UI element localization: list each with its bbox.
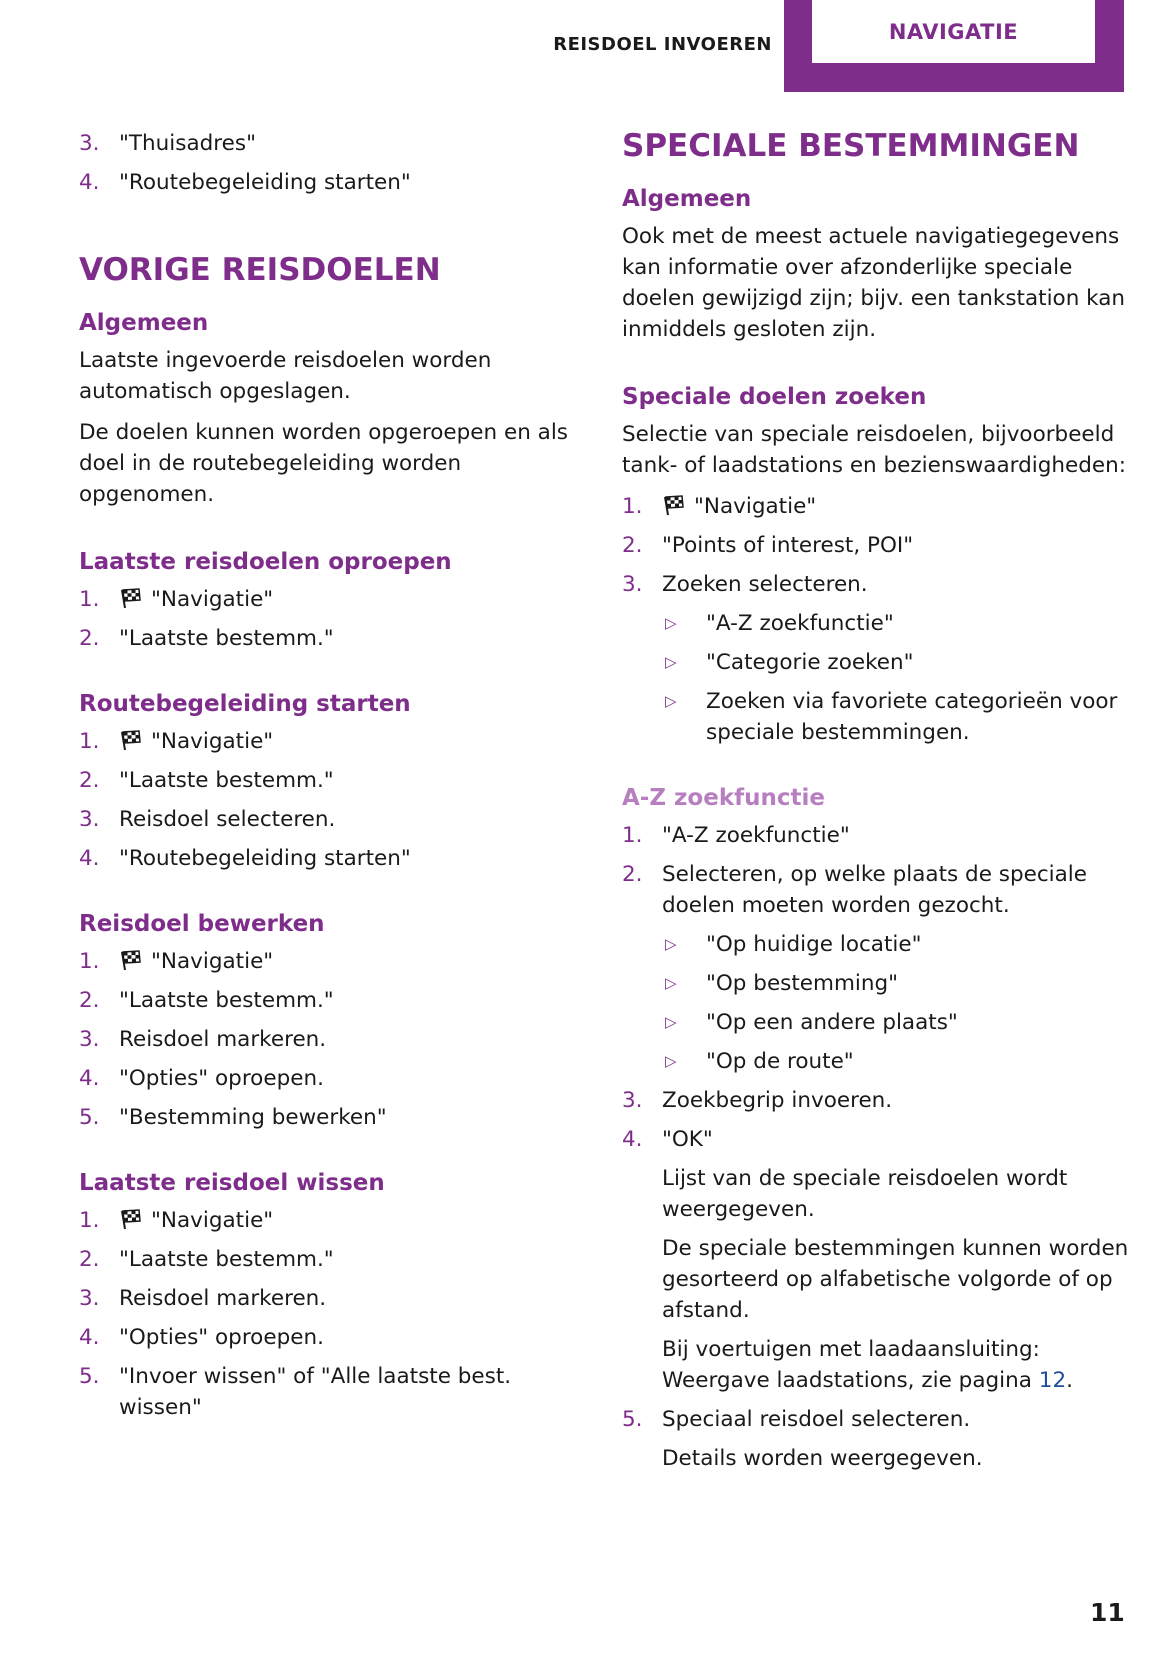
list-item: 3. Reisdoel selecteren.	[79, 806, 336, 832]
triangle-bullet-icon: ▷	[665, 1012, 677, 1031]
list-item: 3. Reisdoel markeren.	[79, 1026, 327, 1052]
steps-delete	[79, 1205, 589, 1423]
list-item: 2. Selecteren, op welke plaats de speciale doelen moeten worden gezocht. ▷ "Op huidige locatie" ▷ "Op bestemming" ▷ "Op een andere plaats" ▷ "Op de route"	[622, 859, 1132, 1077]
subheading-call-destinations: Laatste reisdoelen oproepen	[79, 549, 452, 576]
subheading-az-search: A-Z zoekfunctie	[622, 784, 825, 811]
list-item: 5. Speciaal reisdoel selecteren. Details worden weergegeven.	[622, 1404, 1132, 1474]
list-item: 3. "Thuisadres"	[79, 131, 256, 156]
list-item: 1. "Navigatie"	[79, 728, 274, 754]
list-item: 1. "Navigatie"	[79, 586, 274, 612]
page-reference-link[interactable]: 12	[1038, 1367, 1067, 1393]
list-item: 5. "Invoer wissen" of "Alle laatste best. wissen"	[79, 1363, 512, 1420]
triangle-bullet-icon: ▷	[665, 1051, 677, 1070]
sub-option: ▷ "Op huidige locatie"	[662, 929, 1132, 960]
subheading-edit-destination: Reisdoel bewerken	[79, 910, 325, 937]
list-item: 3. Zoeken selecteren. ▷ "A-Z zoekfunctie" ▷ "Categorie zoeken" ▷ Zoeken via favoriete categorieën voor speciale bestemmingen.	[622, 569, 1132, 748]
sub-option: ▷ "Op een andere plaats"	[662, 1007, 1132, 1038]
steps-search	[622, 491, 1132, 748]
list-item: 2. "Laatste bestemm."	[79, 767, 334, 793]
running-header: REISDOEL INVOEREN	[553, 34, 772, 55]
paragraph: Ook met de meest actuele navigatiegegevens kan informatie over afzonderlijke speciale doelen gewijzigd zijn; bijv. een tankstation kan inmiddels gesloten zijn.	[622, 224, 1126, 343]
list-item: 1. "Navigatie"	[622, 493, 817, 519]
triangle-bullet-icon: ▷	[665, 973, 677, 992]
chapter-tab: NAVIGATIE	[812, 0, 1095, 63]
subheading-start-route: Routebegeleiding starten	[79, 690, 411, 717]
sub-option: ▷ "A-Z zoekfunctie"	[662, 608, 1132, 639]
navigation-flag-icon	[119, 949, 143, 971]
right-column	[622, 128, 1132, 1482]
subheading-general: Algemeen	[622, 186, 752, 213]
triangle-bullet-icon: ▷	[665, 652, 677, 671]
list-item: 2. "Laatste bestemm."	[79, 625, 334, 651]
step-note: Lijst van de speciale reisdoelen wordt weergegeven.	[662, 1165, 1068, 1222]
sub-option: ▷ Zoeken via favoriete categorieën voor speciale bestemmingen.	[662, 686, 1132, 748]
list-item: 1. "Navigatie"	[79, 1207, 274, 1233]
paragraph: Laatste ingevoerde reisdoelen worden automatisch opgeslagen.	[79, 348, 492, 405]
list-item: 5. "Bestemming bewerken"	[79, 1104, 387, 1130]
subheading-delete-destination: Laatste reisdoel wissen	[79, 1169, 385, 1196]
paragraph: Selectie van speciale reisdoelen, bijvoorbeeld tank- of laadstations en bezienswaardigheden:	[622, 421, 1126, 478]
list-item: 3. Reisdoel markeren.	[79, 1285, 327, 1311]
navigation-flag-icon	[119, 1208, 143, 1230]
step-note: Details worden weergegeven.	[662, 1445, 983, 1471]
subheading-general: Algemeen	[79, 310, 209, 337]
sub-option: ▷ "Categorie zoeken"	[662, 647, 1132, 678]
list-item: 1. "A-Z zoekfunctie"	[622, 822, 850, 848]
list-item: 3. Zoekbegrip invoeren.	[622, 1087, 893, 1113]
navigation-flag-icon	[662, 494, 686, 516]
list-item: 2. "Laatste bestemm."	[79, 1246, 334, 1272]
step-note: Bij voertuigen met laadaansluiting: Weergave laadstations, zie pagina 12.	[662, 1336, 1073, 1393]
sub-option: ▷ "Op de route"	[662, 1046, 1132, 1077]
list-item: 4. "Routebegeleiding starten"	[79, 845, 411, 871]
triangle-bullet-icon: ▷	[665, 613, 677, 632]
continued-steps	[79, 128, 589, 198]
steps-route	[79, 726, 589, 874]
list-item: 4. "Opties" oproepen.	[79, 1065, 324, 1091]
list-item: 4. "OK" Lijst van de speciale reisdoelen wordt weergegeven. De speciale bestemmingen kunnen worden gesorteerd op alfabetische volgorde of op afstand. Bij voertuigen met laadaansluiting: Weergave laadstations, zie pagina 12.	[622, 1124, 1132, 1396]
left-column	[79, 128, 589, 1431]
subheading-search-special: Speciale doelen zoeken	[622, 384, 927, 411]
navigation-flag-icon	[119, 587, 143, 609]
triangle-bullet-icon: ▷	[665, 691, 677, 710]
sub-option: ▷ "Op bestemming"	[662, 968, 1132, 999]
list-item: 1. "Navigatie"	[79, 948, 274, 974]
list-item: 2. "Laatste bestemm."	[79, 987, 334, 1013]
steps-edit	[79, 946, 589, 1133]
page-number: 11	[1090, 1598, 1125, 1627]
triangle-bullet-icon: ▷	[665, 934, 677, 953]
list-item: 4. "Routebegeleiding starten"	[79, 170, 411, 195]
section-title-special-destinations: SPECIALE BESTEMMINGEN	[622, 128, 1080, 164]
steps-call	[79, 584, 589, 654]
steps-az	[622, 820, 1132, 1474]
section-title-previous-destinations: VORIGE REISDOELEN	[79, 252, 441, 288]
step-note: De speciale bestemmingen kunnen worden gesorteerd op alfabetische volgorde of op afstand.	[662, 1235, 1129, 1323]
paragraph: De doelen kunnen worden opgeroepen en als doel in de routebegeleiding worden opgenomen.	[79, 420, 568, 508]
list-item: 4. "Opties" oproepen.	[79, 1324, 324, 1350]
list-item: 2. "Points of interest, POI"	[622, 532, 914, 558]
navigation-flag-icon	[119, 729, 143, 751]
